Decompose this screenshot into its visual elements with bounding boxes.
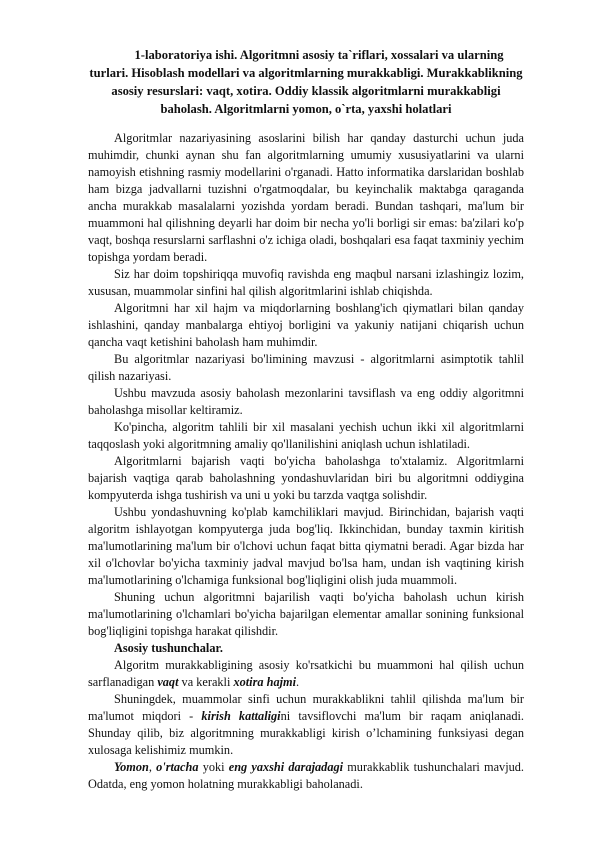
paragraph-cases [88,759,524,793]
paragraph-input-size [88,691,524,759]
paragraph: Ushbu yondashuvning ko'plab kamchiliklari mavjud. Birinchidan, bajarish vaqti algoritm ishlayotgan kompyuterga juda bog'liq. Ikkinchidan, bunday taxmin kiritish ma'lumotlarining ma'lum bir o'lchovi uchun faqat bitta qiymatni beradi. Agar bizda har xil o'lchovlar bo'yicha taxminiy jadval mavjud bo'lsa ham, undan ish vaqtining kirish ma'lumotlarining o'lchamiga funksional bog'liqligini olish juda muammoli. [88,505,524,587]
paragraph: Siz har doim topshiriqqa muvofiq ravishda eng maqbul narsani izlashingiz lozim, xususan, muammolar sinfini hal qilish algoritmlarini ishlab chiqishda. [88,267,524,298]
text-run: , [148,760,157,774]
text-run: va kerakli [178,675,234,689]
text-run: Algoritm murakkabligining asosiy ko'rsatkichi bu muammoni hal qilish uchun sarflanadigan [88,658,524,689]
term-emphasis: eng yaxshi darajadagi [228,760,344,774]
paragraph: Ushbu mavzuda asosiy baholash mezonlarini tavsiflash va eng oddiy algoritmni baholashga misollar keltiramiz. [88,386,524,417]
term-emphasis: xotira hajmi [233,675,296,689]
paragraph-definition [88,657,524,691]
text-run: ni tavsiflovchi ma'lum bir raqam aniqlanadi. Shunday qilib, biz algoritmning murakkabligi kirish o’lchamining funksiyasi degan xulosaga kelishimiz mumkin. [88,709,524,757]
document-page [88,46,524,793]
paragraph: Shuning uchun algoritmni bajarilish vaqti bo'yicha baholash uchun kirish ma'lumotlarining o'lchamlari bo'yicha bajarilgan elementar amallar sonining funksional bog'liqligini topishga harakat qilishdir. [88,590,524,638]
text-run: . [296,675,300,689]
paragraph: Algoritmlarni bajarish vaqti bo'yicha baholashga to'xtalamiz. Algoritmlarni bajarish vaqtiga qarab baholashning yondashuvlaridan biri bu algoritmni oddiygina kompyuterda ishga tushirish va uni u yoki bu tarzda vaqtga solishdir. [88,454,524,502]
document-title: 1-laboratoriya ishi. Algoritmni asosiy ta`riflari, xossalari va ularning turlari. Hisoblash modellari va algoritmlarning murakkabligi. Murakkablikning asosiy resurslari: vaqt, xotira. Oddiy klassik algoritmlarni murakkabligi baholash. Algoritmlarni yomon, o`rta, yaxshi holatlari [89,48,523,116]
paragraph: Ko'pincha, algoritm tahlili bir xil masalani yechish uchun ikki xil algoritmlarni taqqoslash yoki algoritmning amaliy qo'llanilishini aniqlash uchun ishlatiladi. [88,420,524,451]
paragraph: Algoritmlar nazariyasining asoslarini bilish har qanday dasturchi uchun juda muhimdir, chunki aynan shu fan algoritmlarning umumiy xususiyatlarini va ularni namoyish etishning rasmiy modellarini o'rganadi. Hatto informatika darslaridan boshlab ham bizga jadvallarni tuzishni o'rgatmoqdalar, bu keyinchalik maktabga qaraganda ancha murakkab masalalarni yozishda yordam beradi. Bundan tashqari, ma'lum bir muammoni hal qilishning deyarli har doim bir necha yo'li borligi sir emas: ba'zilari ko'p vaqt, boshqa resurslarni sarflashni o'z ichiga oladi, boshqalari esa faqat taxminiy yechim topishga yordam beradi. [88,131,524,264]
term-emphasis: kirish kattaligi [201,709,281,723]
text-run: Shuningdek, muammolar sinfi uchun murakkablikni tahlil qilishda ma'lum bir ma'lumot miqdori - [88,692,524,723]
term-emphasis: vaqt [157,675,179,689]
section-heading: Asosiy tushunchalar. [114,641,223,655]
term-emphasis: o'rtacha [156,760,199,774]
term-emphasis: Yomon [114,760,149,774]
text-run: yoki [198,760,229,774]
paragraph: Bu algoritmlar nazariyasi bo'limining mavzusi - algoritmlarni asimptotik tahlil qilish nazariyasi. [88,352,524,383]
text-run: murakkablik tushunchalari mavjud. Odatda, eng yomon holatning murakkabligi baholanadi. [88,760,524,791]
paragraph: Algoritmni har xil hajm va miqdorlarning boshlang'ich qiymatlari bilan qanday ishlashini, qanday manbalarga ehtiyoj borligini va yakuniy natijani chiqarish uchun qancha vaqt ketishini baholash ham muhimdir. [88,301,524,349]
